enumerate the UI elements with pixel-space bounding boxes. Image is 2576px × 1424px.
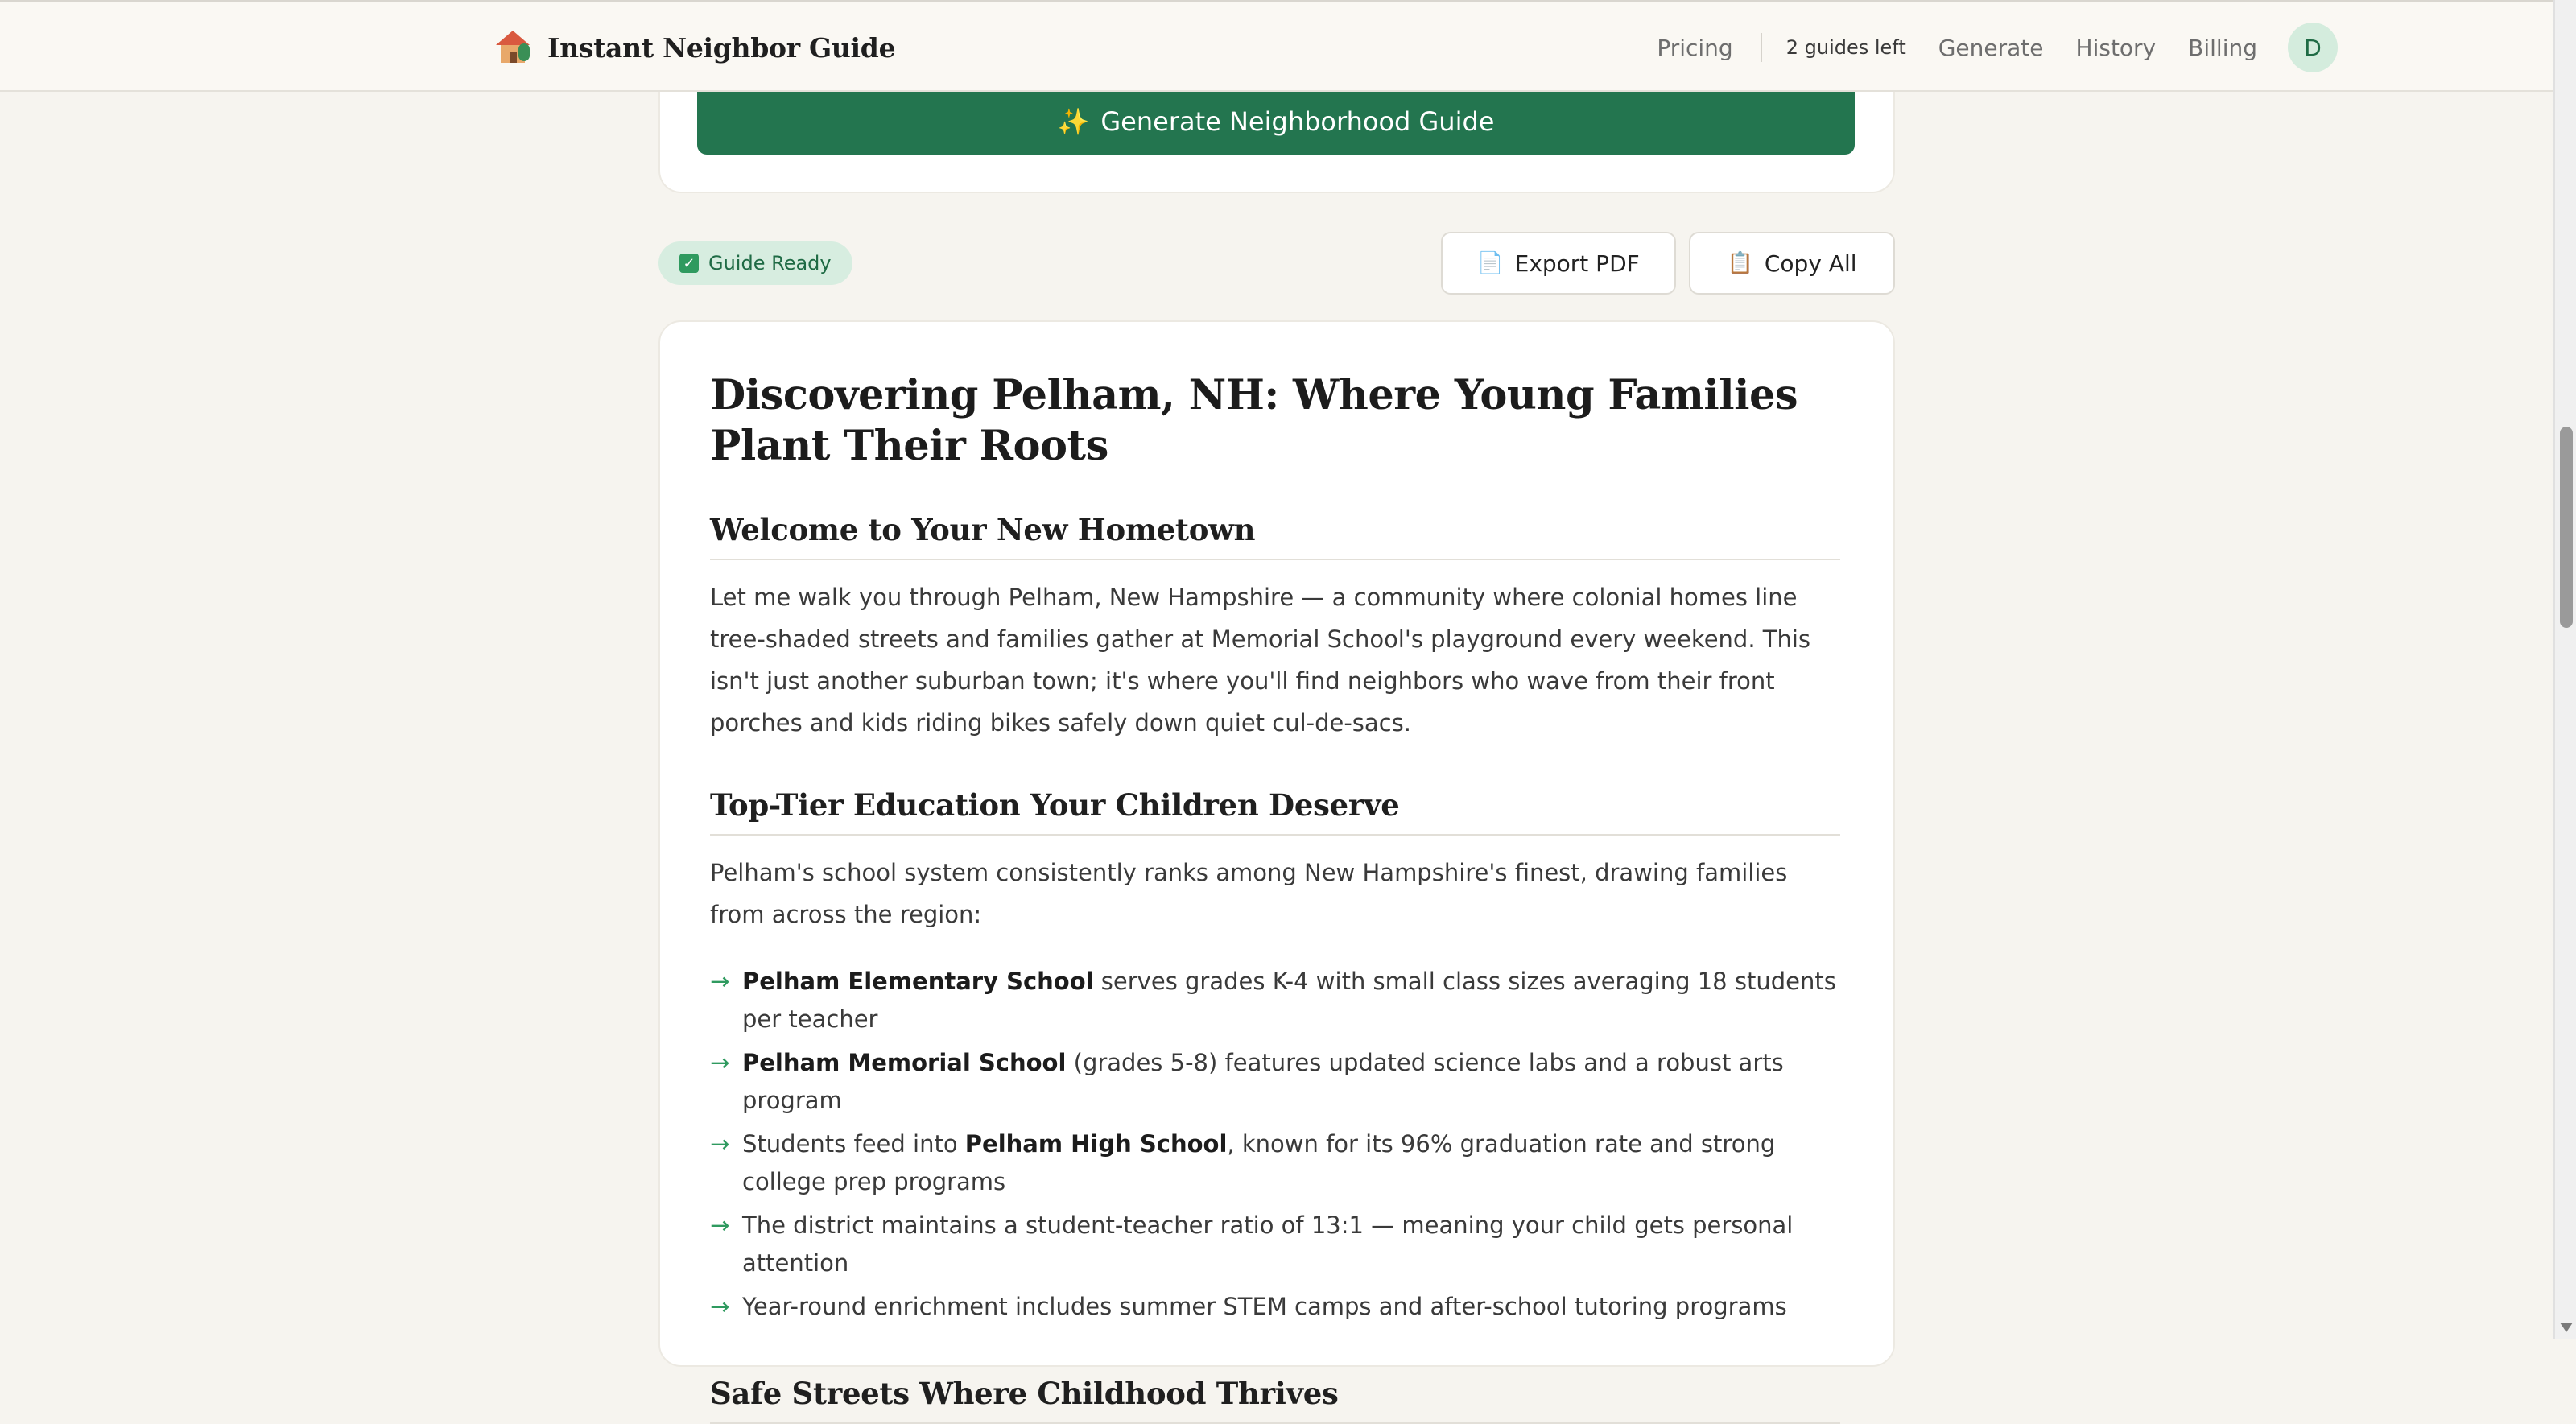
clipboard-icon: 📋 (1727, 251, 1753, 275)
sparkles-icon: ✨ (1057, 106, 1090, 137)
guide-content (710, 370, 1840, 1424)
guides-left-counter: 2 guides left (1785, 36, 1906, 59)
list-item-bold: Pelham Elementary School (742, 968, 1094, 995)
section-welcome-text: Let me walk you through Pelham, New Hampshire — a community where colonial homes line tree-shaded streets and families gather at Memorial School's playground every weekend. This isn't just another suburban town; it's where you'll find neighbors who wave from their front porches and kids riding bikes safely down quiet cul-de-sacs. (710, 584, 1811, 737)
list-item-bold: Pelham High School (964, 1130, 1228, 1158)
brand[interactable] (494, 29, 895, 66)
nav-history[interactable]: History (2075, 34, 2157, 61)
nav-billing[interactable]: Billing (2188, 34, 2257, 61)
section-education-intro: Pelham's school system consistently ranks among New Hampshire's finest, drawing families from across the region: (710, 859, 1788, 928)
export-pdf-button[interactable] (1441, 232, 1676, 295)
export-pdf-label: Export PDF (1514, 250, 1640, 277)
checkmark-icon: ✓ (679, 254, 699, 273)
section-heading-education: Top-Tier Education Your Children Deserve (710, 787, 1840, 836)
brand-name: Instant Neighbor Guide (547, 31, 896, 64)
house-icon (494, 29, 531, 66)
nav-generate[interactable]: Generate (1938, 34, 2044, 61)
arrow-right-icon: → (710, 1130, 730, 1158)
list-item (710, 1207, 1840, 1282)
nav-links (1657, 23, 2338, 72)
list-item (710, 1288, 1840, 1326)
page-scrollbar[interactable] (2553, 0, 2576, 1339)
scroll-down-arrow-icon[interactable] (2560, 1323, 2573, 1332)
guide-title: Discovering Pelham, NH: Where Young Families Plant Their Roots (710, 371, 1798, 470)
arrow-right-icon: → (710, 968, 730, 995)
section-heading-safety: Safe Streets Where Childhood Thrives (710, 1376, 1840, 1424)
list-item-text: , known for its 96% graduation rate and strong college prep programs (742, 1130, 1776, 1195)
list-item (710, 1044, 1840, 1120)
status-badge-label: Guide Ready (708, 252, 832, 274)
section-heading-welcome: Welcome to Your New Hometown (710, 512, 1840, 560)
copy-all-label: Copy All (1764, 250, 1857, 277)
list-item (710, 1125, 1840, 1201)
list-item-text: The district maintains a student-teacher ratio of 13:1 — meaning your child gets personal attention (742, 1211, 1794, 1277)
status-badge (658, 241, 852, 285)
document-icon: 📄 (1477, 251, 1504, 275)
copy-all-button[interactable] (1689, 232, 1895, 295)
arrow-right-icon: → (710, 1211, 730, 1239)
list-item-text: Students feed into (742, 1130, 965, 1158)
education-list (710, 963, 1840, 1326)
list-item-text: (grades 5-8) features updated science labs and a robust arts program (742, 1049, 1784, 1114)
generate-guide-label: Generate Neighborhood Guide (1100, 106, 1495, 137)
list-item-text: serves grades K-4 with small class sizes averaging 18 students per teacher (742, 968, 1836, 1033)
list-item-text: Year-round enrichment includes summer STEM camps and after-school tutoring programs (742, 1293, 1787, 1320)
generate-guide-button[interactable] (697, 89, 1855, 155)
avatar[interactable]: D (2288, 23, 2338, 72)
arrow-right-icon: → (710, 1049, 730, 1076)
scrollbar-thumb[interactable] (2560, 427, 2573, 628)
list-item (710, 963, 1840, 1038)
nav-pricing[interactable]: Pricing (1657, 34, 1733, 61)
arrow-right-icon: → (710, 1293, 730, 1320)
top-nav (0, 0, 2553, 92)
list-item-bold: Pelham Memorial School (742, 1049, 1067, 1076)
nav-divider (1761, 33, 1762, 62)
